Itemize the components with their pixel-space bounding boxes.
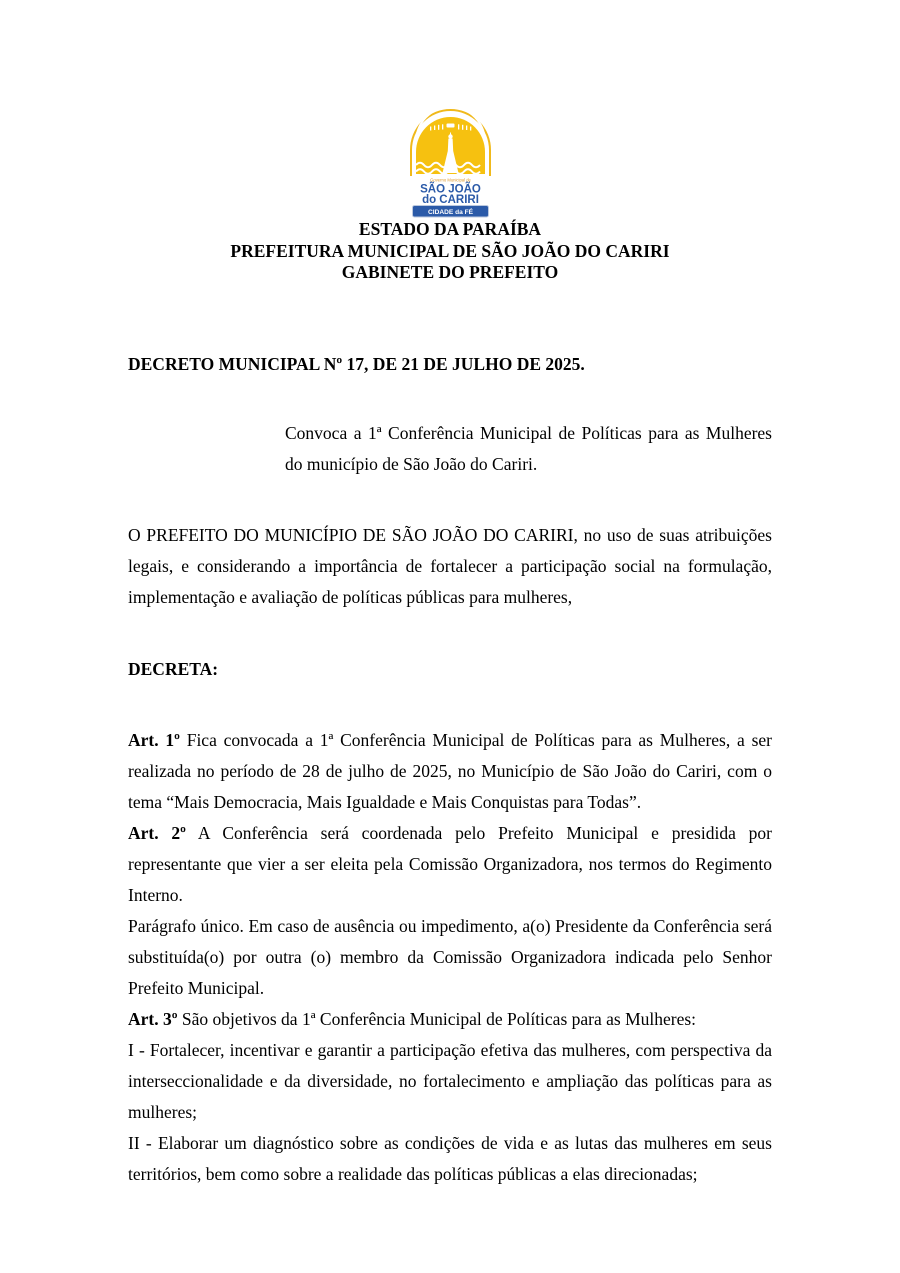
item-2-text: II - Elaborar um diagnóstico sobre as condições de vida e as lutas das mulheres em seus territórios, bem como sobre a realidade das políticas públicas a elas direcionadas; xyxy=(128,1132,772,1184)
item-2 xyxy=(128,1128,772,1190)
article-3-lead: Art. 3º xyxy=(128,1008,178,1029)
decree-title: DECRETO MUNICIPAL Nº 17, DE 21 DE JULHO DE 2025. xyxy=(128,353,585,374)
decreta-label: DECRETA: xyxy=(128,658,219,679)
logo-top-label: Governo Municipal de xyxy=(429,177,471,183)
article-2-text: A Conferência será coordenada pelo Prefeito Municipal e presidida por representante que vier a ser eleita pela Comissão Organizadora, nos termos do Regimento Interno. xyxy=(128,822,772,905)
decree-summary: Convoca a 1ª Conferência Municipal de Políticas para as Mulheres do município de São João do Cariri. xyxy=(285,422,772,474)
letterhead-state: ESTADO DA PARAÍBA xyxy=(358,219,542,239)
article-3 xyxy=(128,1004,772,1035)
logo-name-line1: SÃO JOÃO xyxy=(419,183,481,196)
item-1-text: I - Fortalecer, incentivar e garantir a participação efetiva das mulheres, com perspectiva da interseccionalidade e da diversidade, no fortalecimento e ampliação das políticas para as mulheres; xyxy=(128,1039,772,1122)
article-2-lead: Art. 2º xyxy=(128,822,186,843)
decree-preamble: O PREFEITO DO MUNICÍPIO DE SÃO JOÃO DO CARIRI, no uso de suas atribuições legais, e considerando a importância de fortalecer a participação social na formulação, implementação e avaliação de políticas públicas para mulheres, xyxy=(128,524,772,607)
letterhead-gabinete: GABINETE DO PREFEITO xyxy=(341,262,559,282)
letterhead-prefeitura: PREFEITURA MUNICIPAL DE SÃO JOÃO DO CARIRI xyxy=(230,240,670,261)
article-2 xyxy=(128,818,772,911)
letterhead xyxy=(0,219,900,284)
logo-name-line2: do CARIRI xyxy=(421,194,479,206)
item-1 xyxy=(128,1035,772,1128)
municipal-logo-emblem xyxy=(403,106,498,218)
paragrafo-unico xyxy=(128,911,772,1004)
logo-banner-text: CIDADE da FÉ xyxy=(427,209,473,216)
decree-articles xyxy=(128,725,772,1190)
article-1-text: Fica convocada a 1ª Conferência Municipal de Políticas para as Mulheres, a ser realizada no período de 28 de julho de 2025, no Município de São João do Cariri, com o tema “Mais Democracia, Mais Igualdade e Mais Conquistas para Todas”. xyxy=(128,729,772,812)
paragrafo-unico-text: Parágrafo único. Em caso de ausência ou impedimento, a(o) Presidente da Conferência será substituída(o) por outra (o) membro da Comissão Organizadora indicada pelo Senhor Prefeito Municipal. xyxy=(128,915,772,998)
article-3-text: São objetivos da 1ª Conferência Municipal de Políticas para as Mulheres: xyxy=(177,1008,697,1029)
document-body xyxy=(0,354,900,1190)
municipal-logo xyxy=(403,106,498,218)
article-1-lead: Art. 1º xyxy=(128,729,180,750)
article-1 xyxy=(128,725,772,818)
